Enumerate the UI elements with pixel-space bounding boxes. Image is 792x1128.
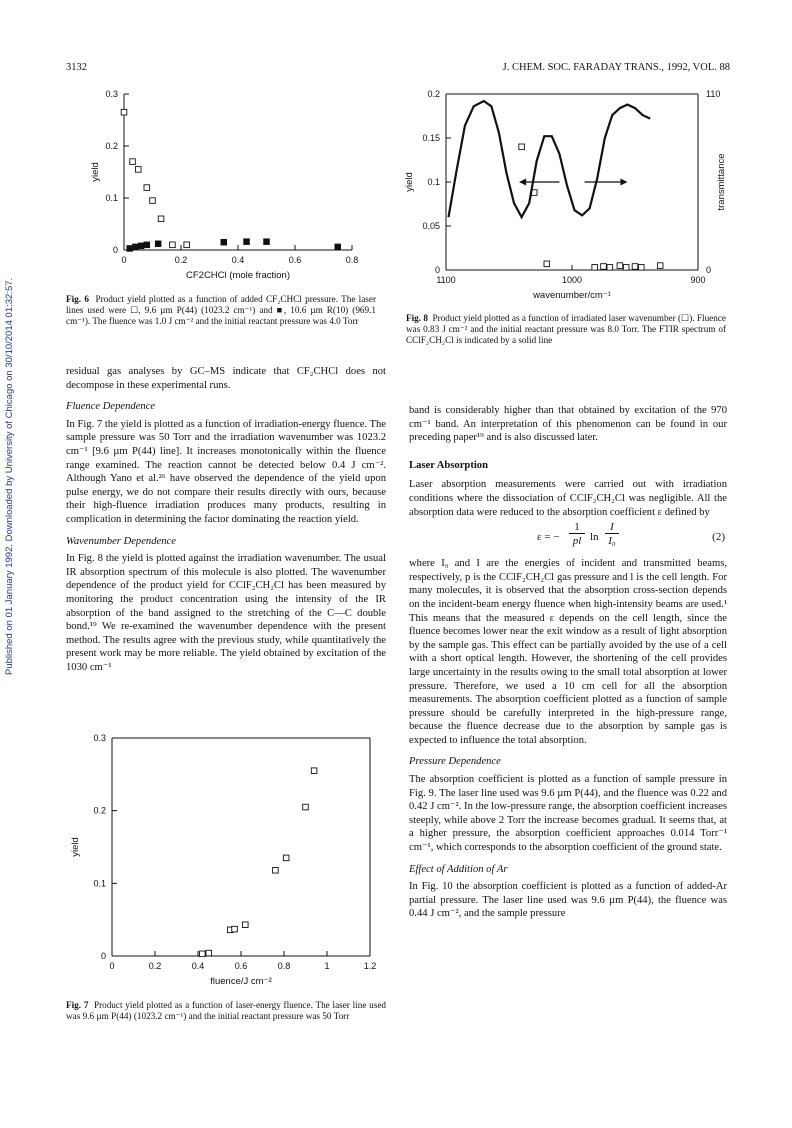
ftir-spectrum-line [449,101,651,217]
open-square-point [130,159,136,165]
y-tick-label: 0.3 [93,733,106,743]
figure-6-chart [78,82,378,290]
left-paragraph-1: residual gas analyses by GC–MS indicate that CF₂CHCl does not decompose in these experimental runs. [66,366,386,391]
y-tick-label: 0.15 [422,133,440,143]
open-square-point [601,264,607,270]
open-square-point [311,768,317,774]
equation-frac1-den: pl [572,535,582,548]
y-tick-label: 0.05 [422,221,440,231]
y-tick-label: 0.1 [105,193,118,203]
equation-lhs: ε = − [537,531,560,544]
filled-square-point [221,239,227,245]
open-square-point [135,167,141,173]
arrow-right-head [620,179,627,186]
figure-7-caption-text: Product yield plotted as a function of laser-energy fluence. The laser line used was 9.6 µm P(44) (1023.2 cm⁻¹) and the initial reactant pressure was 50 Torr [66,1000,387,1022]
x-tick-label: 0.8 [277,961,291,971]
figure-8-caption [406,313,726,347]
y-tick-label: 0.2 [105,141,118,151]
section-heading-fluence: Fluence Dependence [66,401,156,413]
x-tick-label: 0.4 [191,961,205,971]
open-square-point [170,242,176,248]
y-tick-label: 0.2 [93,805,106,816]
right-column [409,404,727,921]
open-square-point [200,951,206,957]
open-square-point [232,926,238,932]
x-tick-label: 0.2 [148,961,162,971]
x-tick-label: 1100 [436,275,456,285]
y-axis-label: yield [404,172,415,192]
filled-square-point [133,244,139,250]
y-tick-label: 0 [112,245,118,255]
right-axis-label: transmittance [716,153,727,211]
open-square-point [273,867,279,873]
open-square-point [623,265,629,271]
figure-6-caption-text: Product yield plotted as a function of added CF₂CHCl pressure. The laser lines used were ☐, 9.6 µm P(44) (1023.2 cm⁻¹) and ■, 10.6 µm R(10) (969.1 cm⁻¹). The fluence was 1.0 J cm⁻² and the initial reactant pressure was 4.0 Torr [66,294,376,327]
x-tick-label: 0 [121,255,127,265]
figure-8-caption-label: Fig. 8 [406,313,428,323]
x-tick-label: 0 [109,961,115,971]
arrow-left-head [519,179,526,186]
open-square-point [617,263,623,269]
open-square-point [121,109,127,115]
left-column [66,365,386,674]
paragraph-fluence: In Fig. 7 the yield is plotted as a function of irradiation-energy fluence. The sample pressure was 50 Torr and the irradiation wavenumber was 1023.2 cm⁻¹ [9.6 µm P(44) line]. It increases monotonically within the fluence range examined. The reaction cannot be detected below 0.4 J cm⁻². Although Yano et al.²⁶ have observed the dependence of the yield upon pulse energy, we do not compare their results directly with ours, because their high-fluence irradiation produces many products, resulting in complication in determining the factor dominating the reaction yield. [66,418,386,525]
open-square-point [544,261,550,267]
figure-7-caption-label: Fig. 7 [66,1000,89,1010]
y-tick-label: 0.2 [427,89,440,99]
figure-8-caption-text: Product yield plotted as a function of irradiated laser wavenumber (☐). Fluence was 0.83 J cm⁻² and the initial reactant pressure was 8.0 Torr. The FTIR spectrum of CClF₂CH₂Cl is indicated by a solid line [406,313,727,346]
filled-square-point [127,246,133,252]
open-square-point [283,855,289,861]
open-square-point [184,242,190,248]
figure-7-caption [66,1000,386,1022]
section-heading-laser-absorption: Laser Absorption [409,459,488,471]
open-square-point [607,265,613,271]
open-square-point [632,264,638,270]
open-square-point [519,144,525,150]
equation-number: (2) [712,531,725,544]
right-tick-label: 0 [706,265,712,275]
y-axis-label: yield [90,162,101,182]
open-square-point [243,922,249,928]
equation-frac1-num: 1 [569,521,585,534]
x-tick-label: 0.4 [231,255,245,265]
open-square-point [639,265,645,271]
section-heading-argon: Effect of Addition of Ar [409,863,508,875]
x-tick-label: 900 [690,275,706,285]
section-heading-pressure: Pressure Dependence [409,756,501,768]
figure-6-caption [66,294,376,328]
open-square-point [144,185,150,191]
paragraph-argon: In Fig. 10 the absorption coefficient is plotted as a function of added-Ar partial pressure. The laser line used was 9.6 µm P(44), the fluence was 0.44 J cm⁻², and the sample pressure [409,881,727,920]
open-square-point [206,950,212,956]
x-tick-label: 1.2 [363,961,377,971]
x-tick-label: 0.8 [345,255,359,265]
equation-frac2-num: I [605,521,619,534]
equation-frac2-den: I₀ [608,535,616,548]
filled-square-point [264,239,270,245]
page-number: 3132 [66,62,87,73]
right-tick-label: 110 [706,89,721,99]
x-axis-label: CF2CHCl (mole fraction) [186,270,290,281]
open-square-point [158,216,164,222]
open-square-point [592,265,598,271]
y-tick-label: 0.1 [93,878,106,889]
equation-ln: ln [590,531,599,544]
download-watermark: Published on 01 January 1992. Downloaded by University of Chicago on 30/10/2014 01:32:57. [4,277,15,675]
figure-7-chart [66,730,386,992]
open-square-point [150,198,156,204]
open-square-point [303,804,309,810]
y-tick-label: 0.1 [427,177,440,187]
y-tick-label: 0.3 [105,89,118,99]
x-tick-label: 0.2 [174,255,188,265]
open-square-point [657,263,663,269]
x-axis-label: wavenumber/cm⁻¹ [533,290,611,301]
equation-2 [409,519,727,557]
filled-square-point [144,242,150,248]
filled-square-point [335,244,341,250]
x-tick-label: 0.6 [288,255,302,265]
filled-square-point [244,239,250,245]
y-tick-label: 0 [100,951,106,961]
x-axis-label: fluence/J cm⁻² [210,976,272,987]
section-heading-wavenumber: Wavenumber Dependence [66,535,176,547]
paragraph-where: where I₀ and I are the energies of incident and transmitted beams, respectively, p is the CClF₂CH₂Cl gas pressure and l is the cell length. For many molecules, it is observed that the absorption cross-section depends on the incident-beam energy fluence when high-intensity beams are used.¹ This means that the measured ε depends on the cell length, since the fluence becomes lower near the exit window as a result of light absorption by the sample gas. This effect can be partially avoided by the use of a cell with a short optical length. However, the shortening of the cell provides large uncertainty in the results owing to the small total absorption at lower pressure. Therefore, we used a 10 cm cell for all the absorption measurements. The absorption coefficient plotted as a function of sample pressure should be carefully interpreted in the high-pressure range, because the fluence decrease due to the absorption by sample gas is expected to influence the total absorption. [409,558,727,746]
x-tick-label: 1 [324,961,330,971]
paragraph-wavenumber: In Fig. 8 the yield is plotted against the irradiation wavenumber. The usual IR absorption spectrum of this molecule is also plotted. The wavenumber dependence of the product yield for CClF₂CH₂Cl has been measured by monitoring the product concentration using the intensity of the IR absorption of the band assigned to the stretching of the C—C double bond.¹⁹ We re-examined the wavenumber dependence with the present method. The results agree with the previous study, while quantitatively the present work may be more reliable. The yield obtained by excitation of the 1030 cm⁻¹ [66,553,386,673]
journal-header: J. CHEM. SOC. FARADAY TRANS., 1992, VOL. 88 [502,62,730,73]
y-axis-label: yield [70,837,81,857]
figure-6-caption-label: Fig. 6 [66,294,89,304]
filled-square-point [138,243,144,249]
figure-8-chart [392,82,740,302]
y-tick-label: 0 [434,265,440,275]
filled-square-point [155,241,161,247]
right-paragraph-1: band is considerably higher than that obtained by excitation of the 970 cm⁻¹ band. An interpretation of this phenomenon can be found in our preceding paper¹⁹ and is also discussed later. [409,405,727,444]
x-tick-label: 0.6 [234,961,248,971]
paragraph-laser-absorption: Laser absorption measurements were carried out with irradiation conditions where the dissociation of CClF₂CH₂Cl was negligible. All the absorption data were reduced to the absorption coefficient ε defined by [409,479,727,518]
x-tick-label: 1000 [561,275,583,285]
paragraph-pressure: The absorption coefficient is plotted as a function of sample pressure in Fig. 9. The laser line used was 9.6 µm P(44), and the fluence was 0.22 and 0.42 J cm⁻². In the low-pressure range, the absorption coefficient increases steeply, while above 2 Torr the increase becomes gradual. It seems that, at a higher pressure, the absorption coefficient approaches 0.014 Torr⁻¹ cm⁻¹, which corresponds to the absorption coefficient of the ground state. [409,774,727,854]
